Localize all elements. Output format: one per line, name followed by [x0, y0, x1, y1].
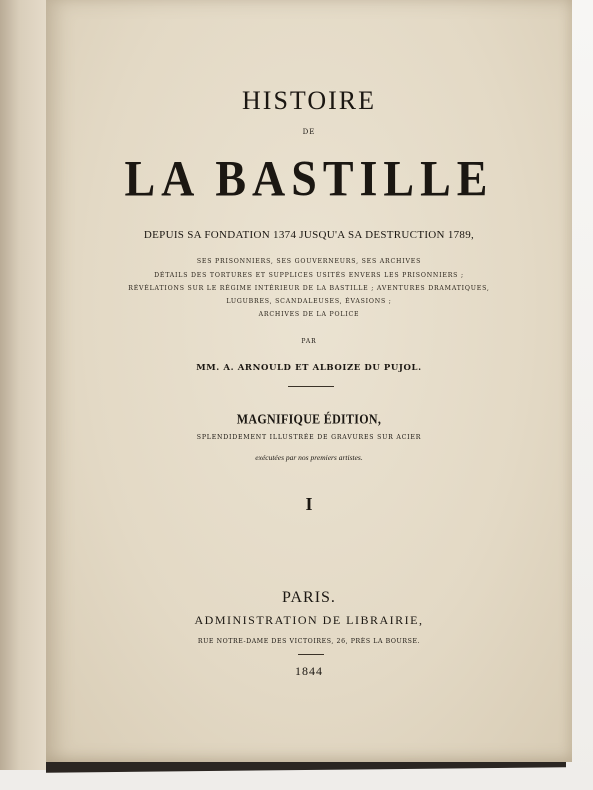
- title-line-histoire: HISTOIRE: [242, 86, 376, 115]
- par-label: PAR: [301, 338, 317, 345]
- edition-label: MAGNIFIQUE ÉDITION,: [236, 410, 382, 427]
- publisher: ADMINISTRATION DE LIBRAIRIE,: [194, 613, 424, 627]
- description-line: RÉVÉLATIONS SUR LE RÉGIME INTÉRIEUR DE LA BASTILLE ; AVENTURES DRAMATIQUES,: [128, 285, 490, 292]
- description-line: DÉTAILS DES TORTURES ET SUPPLICES USITÉS ENVERS LES PRISONNIERS ;: [154, 272, 464, 279]
- illustration-note: SPLENDIDEMENT ILLUSTRÉE DE GRAVURES SUR ACIER: [196, 434, 422, 441]
- page-edge-left: [0, 0, 49, 770]
- artists-note: exécutées par nos premiers artistes.: [255, 453, 363, 462]
- subtitle: DEPUIS SA FONDATION 1374 JUSQU'A SA DESTRUCTION 1789,: [143, 229, 475, 241]
- publication-year: 1844: [295, 664, 323, 678]
- divider-rule-small: [298, 654, 324, 655]
- title-de: DE: [302, 128, 316, 136]
- authors: MM. A. ARNOULD ET ALBOIZE DU PUJOL.: [196, 363, 422, 373]
- description-line: LUGUBRES, SCANDALEUSES, ÉVASIONS ;: [226, 298, 392, 305]
- volume-number: I: [305, 494, 313, 514]
- main-title: LA BASTILLE: [124, 150, 494, 207]
- city: PARIS.: [282, 589, 336, 606]
- description-line: ARCHIVES DE LA POLICE: [258, 311, 360, 318]
- divider-rule: [288, 386, 334, 387]
- description-line: SES PRISONNIERS, SES GOUVERNEURS, SES ARCHIVES: [196, 258, 422, 265]
- publisher-address: RUE NOTRE-DAME DES VICTOIRES, 26, PRÈS LA BOURSE.: [197, 638, 421, 645]
- title-page: [46, 0, 572, 762]
